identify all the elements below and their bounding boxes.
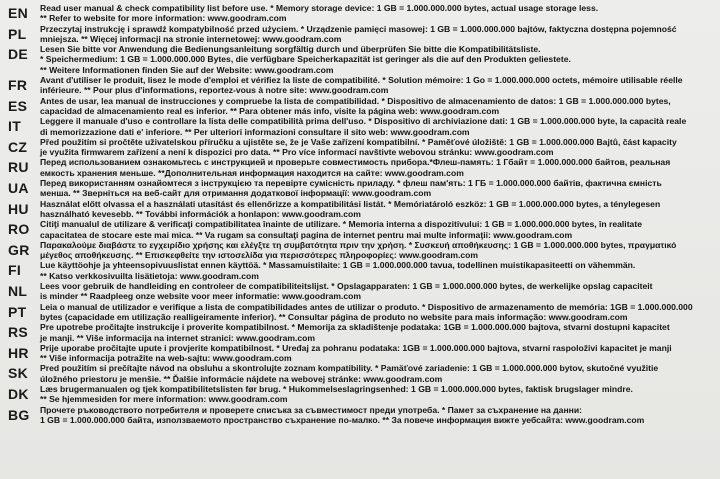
notice-line: Pred použitím si prečítajte návod na obsluhu a skontrolujte zoznam kompatibility. * Pamäťové zariadenie: 1 GB = 1.000.000.000 bytov, skutočné využitie [40, 363, 659, 374]
language-row-hu [8, 199, 712, 220]
notice-line: Leggere il manuale d'uso e controllare la lista delle compatibilità prima dell'uso. * Dispositivo di archiviazione dati: 1 GB = 1.000.000.000 byte, la capacità reale [40, 116, 687, 127]
language-row-nl [8, 281, 712, 302]
notice-line: je využita firmwarem zařízení a není k dispozici pro data. ** Pro více informací navštivte webovou stránku: www.goodram.com [40, 147, 554, 158]
language-code: HR [8, 344, 29, 361]
notice-line: Lees voor gebruik de handleiding en controleer de compatibiliteitslijst. * Opslagapparaten: 1 GB = 1.000.000.000 bytes, de werkelijke opslag capaciteit [40, 281, 653, 292]
language-notice-text [40, 178, 712, 199]
language-notice-text [40, 302, 712, 323]
notice-line: менша. ** Зверніться на веб-сайт для отримання додаткової інформації: www.goodram.com [40, 188, 432, 199]
language-code: HU [8, 200, 29, 217]
language-code: PT [8, 303, 27, 320]
language-row-bg [8, 405, 712, 426]
language-row-pt [8, 302, 712, 323]
notice-line: Használat előtt olvassa el a használati utasítást és ellenőrizze a kompatibilitási listát. * Memóriatároló eszköz: 1 GB = 1.000.000.000 bytes, a ténylegesen [40, 198, 661, 209]
notice-line: használható kevesebb. ** További információk a honlapon: www.goodram.com [40, 208, 361, 219]
language-notice-text [40, 281, 712, 302]
notice-line: je manji. ** Više informacija na internet stranici: www.goodram.com [40, 332, 316, 343]
notice-line: is minder ** Raadpleeg onze website voor meer informatie: www.goodram.com [40, 291, 362, 302]
language-row-cz [8, 137, 712, 158]
notice-line: Prije uporabe pročitajte upute i provjerite kompatibilnost. * Uređaj za pohranu podataka: 1GB = 1.000.000.000 bajtova, stvarni raspoloživi kapacitet je manji [40, 342, 672, 353]
language-notice-text [40, 137, 712, 158]
language-code: BG [8, 406, 30, 423]
notice-line: Παρακαλούμε διαβάστε το εγχειρίδιο χρήσης και ελέγξτε τη συμβατότητα πριν την χρήση. * Συσκευή αποθήκευσης: 1 GB = 1.000.000.000 bytes, πραγματικό [40, 239, 677, 250]
language-row-en [8, 3, 712, 24]
language-notice-text [40, 219, 712, 240]
language-row-it [8, 116, 712, 137]
language-notice-text [40, 75, 712, 96]
notice-line: ** Više informacija potražite na web-sajtu: www.goodram.com [40, 353, 292, 364]
language-row-gr [8, 240, 712, 261]
notice-line: 1 GB = 1.000.000.000 байта, използваемото пространство съхранение по-малко. ** За повече информация вижте уебсайта: www.goodram.com [40, 414, 645, 425]
notice-line: емкость хранения меньше. **Дополнительная информация находится на сайте: www.goodram.com [40, 167, 464, 178]
language-notice-text [40, 24, 712, 45]
language-row-fi [8, 260, 712, 281]
notice-line: capacitatea de stocare este mai mica. ** Va rugam sa consultaţi pagina de internet pentru mai multe informaţii: www.goodram.com [40, 229, 573, 240]
language-code: DE [8, 46, 29, 63]
language-notice-text [40, 157, 712, 178]
language-notice-text [40, 384, 712, 405]
language-row-hr [8, 343, 712, 364]
language-code: EN [8, 5, 29, 21]
language-row-ru [8, 157, 712, 178]
notice-line: Citiţi manualul de utilizare & verificaţi compatibilitatea înainte de utilizare. * Memoria interna a dispozitivului: 1 GB = 1.000.000.000 bytes, în realitate [40, 219, 642, 230]
notice-line: * Speichermedium: 1 GB = 1.000.000.000 Bytes, die verfügbare Speicherkapazität ist geringer als die auf den Produkten geliestete. [40, 54, 571, 65]
notice-line: bytes (capacidade em utilização realligeiramente inferior). ** Consultar página de produto no website para mais informação: www.goodram.com [40, 311, 628, 322]
notice-line: Read user manual & check compatibility list before use. * Memory storage device: 1 GB = 1.000.000.000 bytes, actual usage storage less. [40, 3, 599, 13]
language-row-rs [8, 322, 712, 343]
language-code: NL [8, 283, 28, 300]
language-notice-text [40, 44, 712, 75]
language-code: DK [8, 385, 29, 402]
language-notice-text [40, 199, 712, 220]
notice-line: ** Refer to website for more information: www.goodram.com [40, 13, 287, 24]
notice-line: mniejsza. ** Więcej informacji na stronie internetowej: www.goodram.com [40, 33, 342, 44]
notice-line: Před použitím si pročtěte uživatelskou příručku a ujistěte se, že je Vaše zařízení kompatibilní. * Paměťové úložiště: 1 GB = 1.000.000.000 Bajtů, část kapacity [40, 136, 677, 147]
language-row-fr [8, 75, 712, 96]
notice-line: Przeczytaj instrukcję i sprawdź kompatybilność przed użyciem. * Urządzenie pamięci masowej: 1 GB = 1.000.000.000 bajtów, faktyczna dostępna pojemność [40, 23, 677, 34]
notice-line: úložného priestoru je menšie. ** Ďalšie informácie nájdete na webovej stránke: www.goodram.com [40, 373, 443, 384]
language-code: UA [8, 180, 29, 197]
language-code: CZ [8, 138, 28, 155]
notice-line: ** Se hjemmesiden for mere information: www.goodram.com [40, 394, 288, 405]
language-notice-text [40, 322, 712, 343]
notice-line: ** Weitere Informationen finden Sie auf der Website: www.goodram.com [40, 64, 334, 75]
notice-line: Pre upotrebe pročitajte instrukcije i proverite kompatibilnost. * Memorija za skladištenje podataka: 1GB = 1.000.000.000 bajtova, stvarni dostupni kapacitet [40, 322, 670, 333]
language-notice-text [40, 3, 712, 24]
language-notice-text [40, 96, 712, 117]
language-code: RU [8, 159, 29, 176]
language-notice-text [40, 363, 712, 384]
notice-line: Перед використанням ознайомтеся з інструкцією та перевірте сумісність приладу. * флеш пам'ять: 1 ГБ = 1.000.000.000 байтів, фактична ємність [40, 178, 662, 189]
language-row-ro [8, 219, 712, 240]
language-notice-text [40, 260, 712, 281]
notice-line: Avant d'utiliser le produit, lisez le mode d'emploi et vérifiez la liste de compatibilité. * Solution mémoire: 1 Go = 1.000.000.000 octets, mémoire utilisable réelle [40, 75, 683, 86]
language-code: ES [8, 97, 28, 114]
language-code: GR [8, 241, 30, 258]
language-row-sk [8, 363, 712, 384]
language-row-dk [8, 384, 712, 405]
language-row-ua [8, 178, 712, 199]
notice-line: Перед использованием ознакомьтесь с инструкцией и проверьте совместимость прибора.*Флеш-память: 1 Гбайт = 1.000.000.000 байтов, реальная [40, 157, 671, 168]
language-code: IT [8, 118, 22, 135]
language-code: RO [8, 221, 30, 238]
notice-line: Læs brugermanualen og tjek kompatibilitetslisten før brug. * Hukommelseslagringsenhed: 1 GB = 1.000.000.000 bytes, faktisk brugslager mindre. [40, 383, 633, 394]
language-notice-text [40, 240, 712, 261]
notice-line: inférieure. ** Pour plus d'informations, reportez-vous à notre site: www.goodram.com [40, 85, 389, 96]
language-code: FI [8, 262, 22, 279]
notice-line: capacidad de almacenamiento real es inferior. ** Para obtener más info, visite la página web: www.goodram.com [40, 105, 500, 116]
notice-line: Lue käyttöohje ja yhteensopivuuslistat ennen käyttöä. * Massamuistilaite: 1 GB = 1.000.000.000 tavua, todellinen muistikapasiteetti on vähemmän. [40, 260, 636, 271]
language-code: PL [8, 25, 27, 42]
language-row-es [8, 96, 712, 117]
language-code: FR [8, 77, 28, 94]
notice-line: Leia o manual de utilizador e verifique a lista de compatibilidades antes de utilizar o produto. * Dispositivo de armazenamento de memória: 1GB = 1.000.000.000 [40, 301, 693, 312]
notice-line: di memorizzazione dati e' inferiore. ** Per ulteriori informazioni consultare il sito web: www.goodram.com [40, 126, 470, 137]
language-row-pl [8, 24, 712, 45]
language-notice-text [40, 405, 712, 426]
notice-line: Lesen Sie bitte vor Anwendung die Bedienungsanleitung sorgfältig durch und überprüfen Sie bitte die Kompatibilitätsliste. [40, 44, 541, 55]
language-notice-text [40, 343, 712, 364]
notice-line: Прочете ръководството потребителя и проверете списъка за съвместимост преди употреба. * Памет за съхранение на данни: [40, 404, 582, 415]
notice-line: ** Katso verkkosivuilta lisätietoja: www.goodram.com [40, 270, 259, 281]
language-code: RS [8, 324, 29, 341]
notice-line: μέγεθος αποθήκευσης. ** Επισκεφθείτε την ιστοσελίδα για περισσότερες πληροφορίες: www.goodram.com [40, 250, 479, 261]
language-row-de [8, 44, 712, 75]
language-code: SK [8, 365, 29, 382]
notice-line: Antes de usar, lea manual de instrucciones y compruebe la lista de compatibilidad. * Dispositivo de almacenamiento de datos: 1 GB = 1.000.000.000 bytes, [40, 95, 671, 106]
language-notice-text [40, 116, 712, 137]
